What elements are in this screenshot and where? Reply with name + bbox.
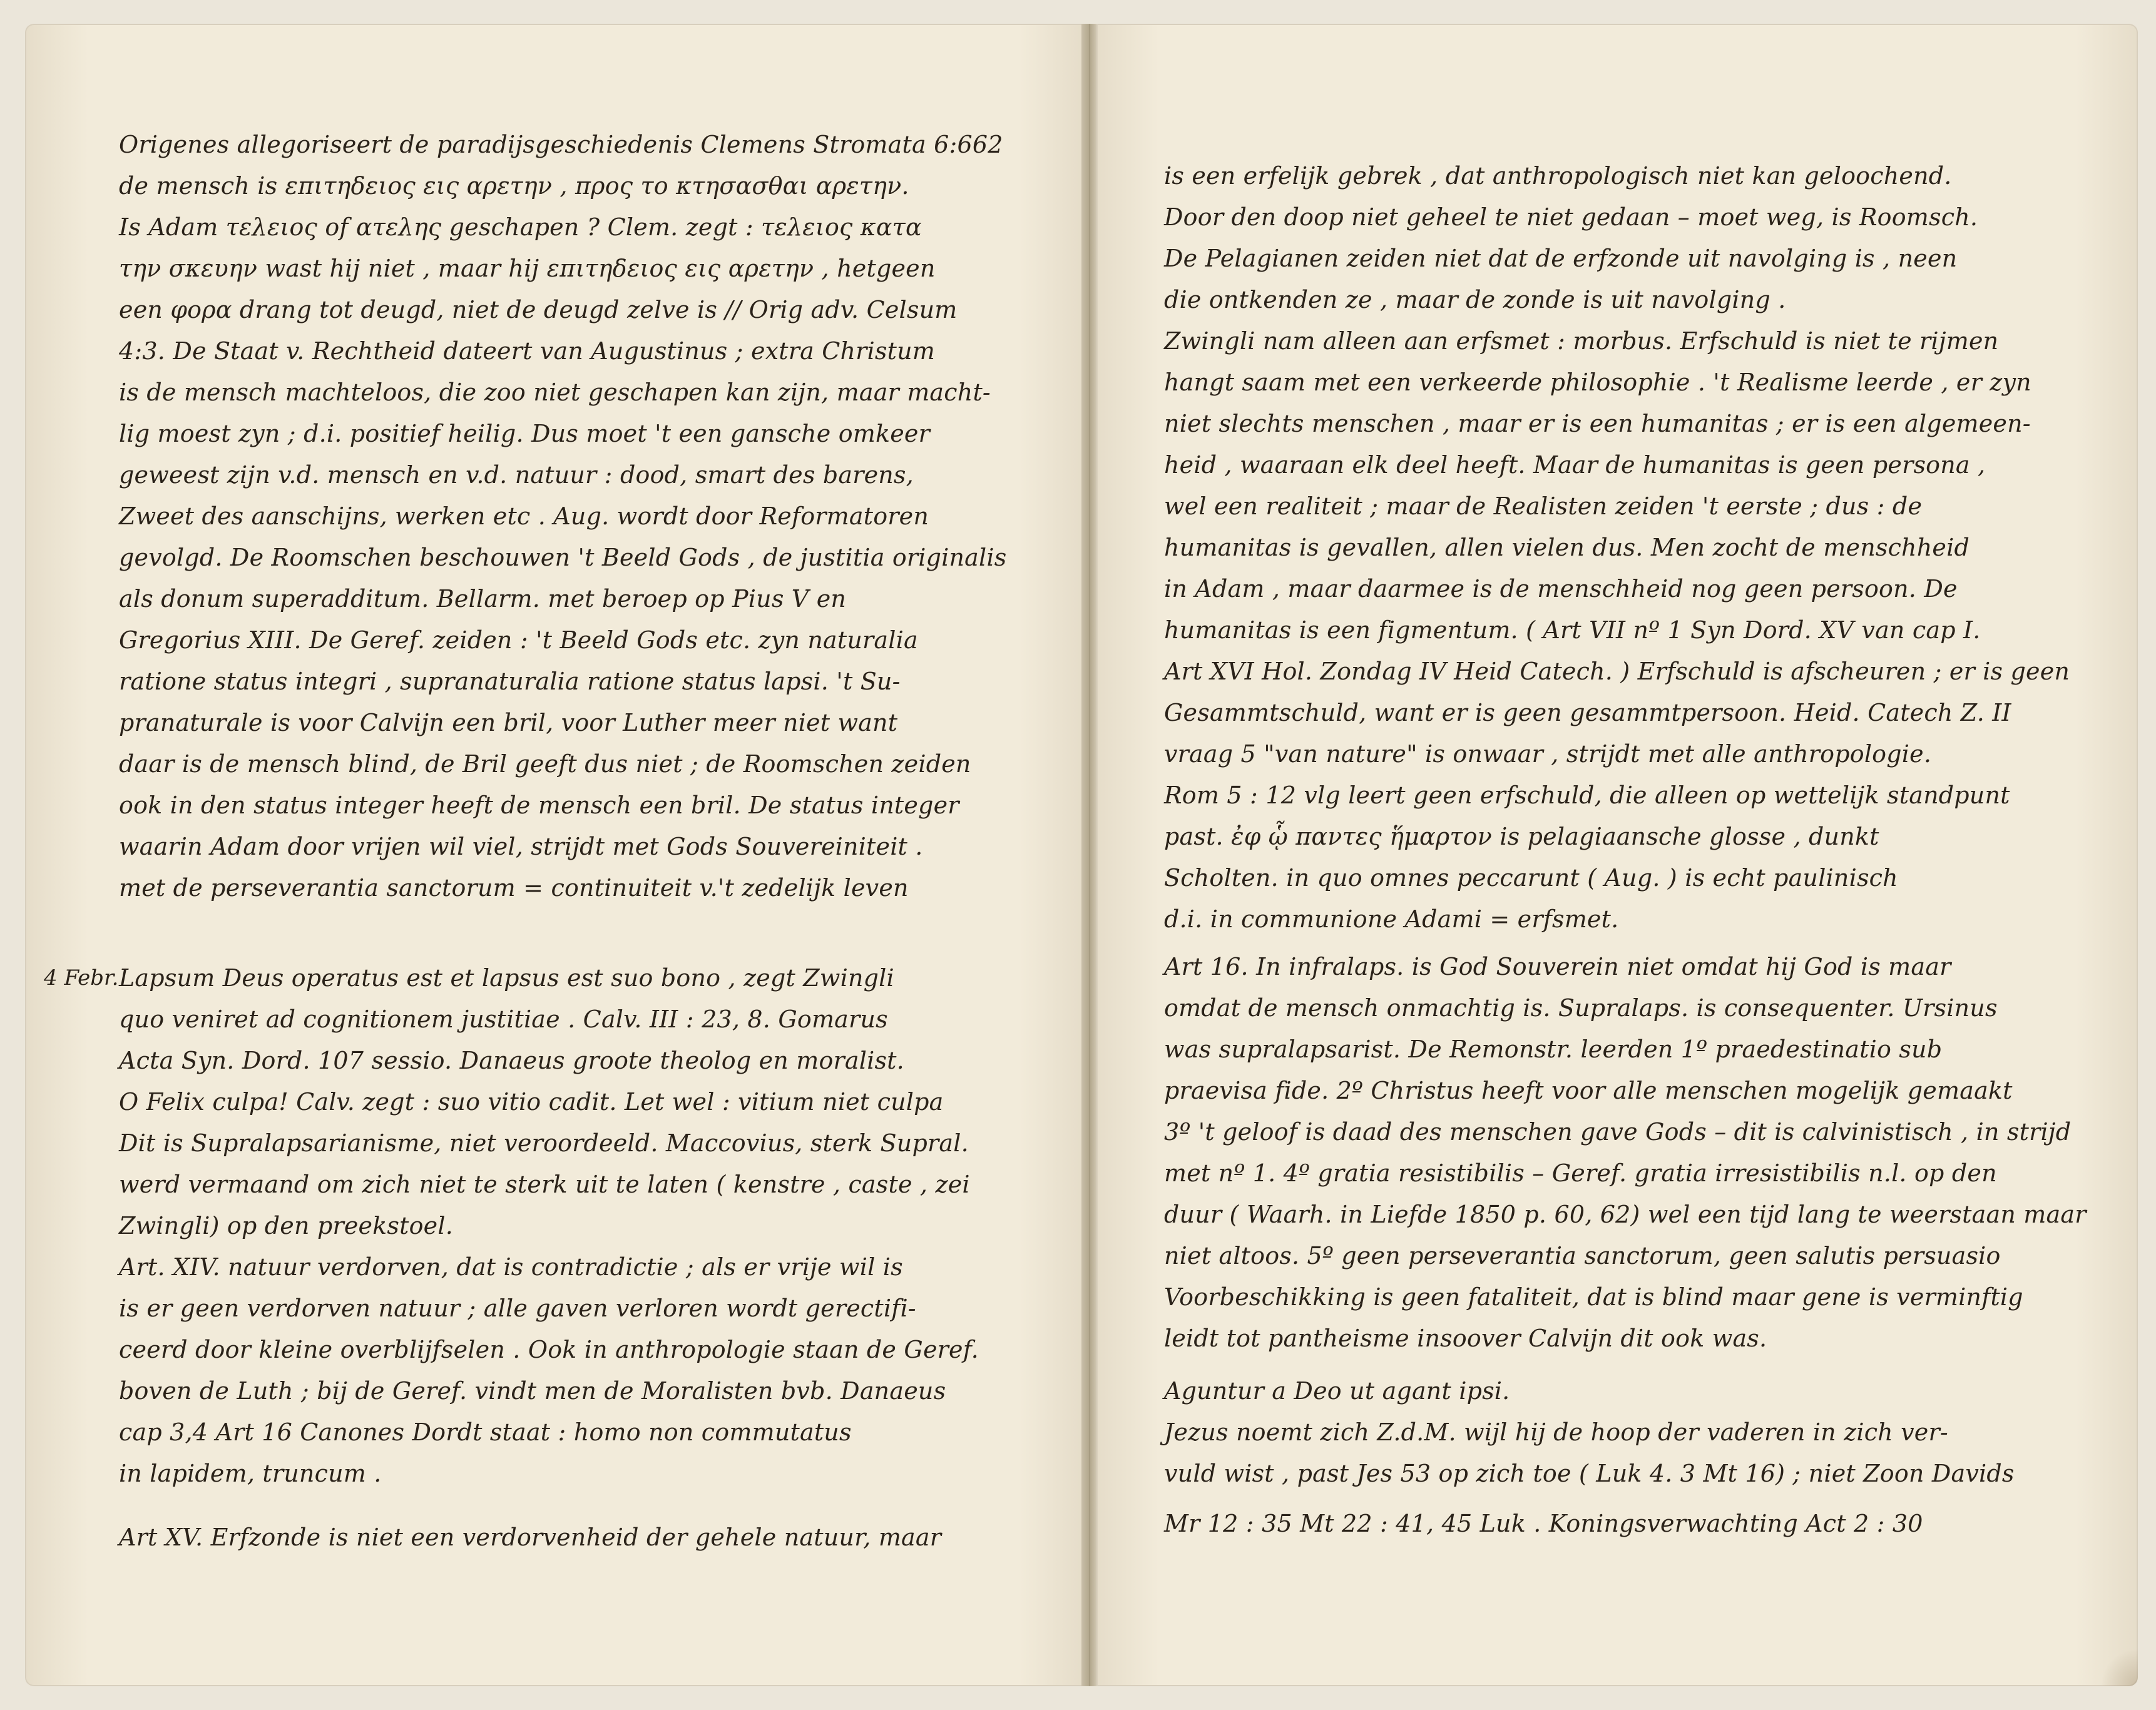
manuscript-line: Door den doop niet geheel te niet gedaan – moet weg, is Roomsch.	[1164, 203, 1978, 231]
manuscript-line: gevolgd. De Roomschen beschouwen 't Beeld Gods , de justitia originalis	[119, 544, 1007, 571]
manuscript-line: de mensch is επιτηδειος εις αρετην , προς το κτησασθαι αρετην.	[119, 172, 909, 200]
manuscript-line: Art 16. In infralaps. is God Souverein niet omdat hij God is maar	[1164, 953, 1951, 980]
manuscript-line: is er geen verdorven natuur ; alle gaven verloren wordt gerectifi-	[119, 1295, 916, 1322]
manuscript-line: Voorbeschikking is geen fataliteit, dat is blind maar gene is verminftig	[1164, 1283, 2023, 1311]
manuscript-line: De Pelagianen zeiden niet dat de erfzonde uit navolging is , neen	[1164, 245, 1958, 272]
manuscript-line: Mr 12 : 35 Mt 22 : 41, 45 Luk . Koningsverwachting Act 2 : 30	[1164, 1510, 1923, 1537]
manuscript-line: Acta Syn. Dord. 107 sessio. Danaeus groote theolog en moralist.	[119, 1047, 904, 1074]
manuscript-line: die ontkenden ze , maar de zonde is uit navolging .	[1164, 286, 1786, 313]
manuscript-line: in Adam , maar daarmee is de menschheid nog geen persoon. De	[1164, 575, 1958, 603]
manuscript-line: is de mensch machteloos, die zoo niet geschapen kan zijn, maar macht-	[119, 379, 991, 406]
manuscript-line: Aguntur a Deo ut agant ipsi.	[1164, 1377, 1510, 1405]
manuscript-line: Art XVI Hol. Zondag IV Heid Catech. ) Erfschuld is afscheuren ; er is geen	[1164, 658, 2070, 685]
manuscript-line: την σκευην wast hij niet , maar hij επιτηδειος εις αρετην , hetgeen	[119, 255, 936, 282]
manuscript-line: Jezus noemt zich Z.d.M. wijl hij de hoop der vaderen in zich ver-	[1164, 1418, 1948, 1446]
manuscript-line: cap 3,4 Art 16 Canones Dordt staat : homo non commutatus	[119, 1418, 852, 1446]
manuscript-line: met de perseverantia sanctorum = continuiteit v.'t zedelijk leven	[119, 874, 909, 902]
manuscript-line: Gesammtschuld, want er is geen gesammtpersoon. Heid. Catech Z. II	[1164, 699, 2011, 726]
manuscript-line: was supralapsarist. De Remonstr. leerden 1º praedestinatio sub	[1164, 1036, 1943, 1063]
manuscript-line: als donum superadditum. Bellarm. met beroep op Pius V en	[119, 585, 847, 613]
manuscript-line: is een erfelijk gebrek , dat anthropologisch niet kan geloochend.	[1164, 162, 1952, 190]
left-page-lines	[25, 24, 1083, 1686]
manuscript-line: een φορα drang tot deugd, niet de deugd zelve is // Orig adv. Celsum	[119, 296, 958, 323]
right-page	[1096, 24, 2138, 1686]
manuscript-line: quo veniret ad cognitionem justitiae . Calv. III : 23, 8. Gomarus	[119, 1005, 888, 1033]
manuscript-line: met nº 1. 4º gratia resistibilis – Geref. gratia irresistibilis n.l. op den	[1164, 1159, 1997, 1187]
manuscript-line: Gregorius XIII. De Geref. zeiden : 't Beeld Gods etc. zyn naturalia	[119, 626, 918, 654]
manuscript-line: Dit is Supralapsarianisme, niet veroordeeld. Maccovius, sterk Supral.	[119, 1129, 969, 1157]
manuscript-line: Lapsum Deus operatus est et lapsus est suo bono , zegt Zwingli	[119, 964, 894, 992]
manuscript-line: Scholten. in quo omnes peccarunt ( Aug. ) is echt paulinisch	[1164, 864, 1898, 892]
manuscript-line: werd vermaand om zich niet te sterk uit te laten ( kenstre , caste , zei	[119, 1171, 970, 1198]
manuscript-line: 4:3. De Staat v. Rechtheid dateert van Augustinus ; extra Christum	[119, 337, 935, 365]
manuscript-line: humanitas is een figmentum. ( Art VII nº 1 Syn Dord. XV van cap I.	[1164, 616, 1981, 644]
manuscript-line: Art XV. Erfzonde is niet een verdorvenheid der gehele natuur, maar	[119, 1524, 942, 1551]
manuscript-line: humanitas is gevallen, allen vielen dus. Men zocht de menschheid	[1164, 534, 1970, 561]
manuscript-line: Art. XIV. natuur verdorven, dat is contradictie ; als er vrije wil is	[119, 1253, 903, 1281]
manuscript-line: pranaturale is voor Calvijn een bril, voor Luther meer niet want	[119, 709, 898, 736]
margin-date-note: 4 Febr.	[44, 965, 119, 990]
manuscript-line: geweest zijn v.d. mensch en v.d. natuur : dood, smart des barens,	[119, 461, 914, 489]
manuscript-line: niet altoos. 5º geen perseverantia sanctorum, geen salutis persuasio	[1164, 1242, 2001, 1270]
manuscript-line: Rom 5 : 12 vlg leert geen erfschuld, die alleen op wettelijk standpunt	[1164, 781, 2010, 809]
manuscript-line: Origenes allegoriseert de paradijsgeschiedenis Clemens Stromata 6:662	[119, 131, 1003, 158]
manuscript-line: hangt saam met een verkeerde philosophie . 't Realisme leerde , er zyn	[1164, 369, 2031, 396]
manuscript-line: ratione status integri , supranaturalia ratione status lapsi. 't Su-	[119, 668, 901, 695]
manuscript-line: waarin Adam door vrijen wil viel, strijdt met Gods Souvereiniteit .	[119, 833, 923, 860]
manuscript-line: duur ( Waarh. in Liefde 1850 p. 60, 62) wel een tijd lang te weerstaan maar	[1164, 1201, 2087, 1228]
manuscript-line: ook in den status integer heeft de mensch een bril. De status integer	[119, 791, 959, 819]
manuscript-line: daar is de mensch blind, de Bril geeft dus niet ; de Roomschen zeiden	[119, 750, 971, 778]
manuscript-line: boven de Luth ; bij de Geref. vindt men de Moralisten bvb. Danaeus	[119, 1377, 946, 1405]
manuscript-line: Zwingli nam alleen aan erfsmet : morbus. Erfschuld is niet te rijmen	[1164, 327, 1999, 355]
manuscript-line: vraag 5 "van nature" is onwaar , strijdt met alle anthropologie.	[1164, 740, 1932, 768]
manuscript-line: Is Adam τελειος of ατελης geschapen ? Clem. zegt : τελειος κατα	[119, 213, 922, 241]
manuscript-line: wel een realiteit ; maar de Realisten zeiden 't eerste ; dus : de	[1164, 492, 1923, 520]
manuscript-line: in lapidem, truncum .	[119, 1460, 382, 1487]
left-page	[25, 24, 1083, 1686]
manuscript-line: d.i. in communione Adami = erfsmet.	[1164, 905, 1619, 933]
manuscript-line: niet slechts menschen , maar er is een humanitas ; er is een algemeen-	[1164, 410, 2031, 437]
manuscript-line: vuld wist , past Jes 53 op zich toe ( Luk 4. 3 Mt 16) ; niet Zoon Davids	[1164, 1460, 2015, 1487]
manuscript-line: O Felix culpa! Calv. zegt : suo vitio cadit. Let wel : vitium niet culpa	[119, 1088, 944, 1116]
manuscript-line: heid , waaraan elk deel heeft. Maar de humanitas is geen persona ,	[1164, 451, 1986, 479]
manuscript-line: 3º 't geloof is daad des menschen gave Gods – dit is calvinistisch , in strijd	[1164, 1118, 2072, 1146]
book-gutter	[1081, 24, 1098, 1686]
right-page-lines	[1096, 24, 2138, 1686]
manuscript-line: Zwingli) op den preekstoel.	[119, 1212, 454, 1239]
manuscript-line: past. ἐφ ᾧ παντες ἥμαρτον is pelagiaansche glosse , dunkt	[1164, 823, 1879, 850]
manuscript-line: ceerd door kleine overblijfselen . Ook in anthropologie staan de Geref.	[119, 1336, 979, 1363]
manuscript-line: lig moest zyn ; d.i. positief heilig. Dus moet 't een gansche omkeer	[119, 420, 930, 447]
manuscript-line: Zweet des aanschijns, werken etc . Aug. wordt door Reformatoren	[119, 502, 929, 530]
manuscript-line: omdat de mensch onmachtig is. Supralaps. is consequenter. Ursinus	[1164, 994, 1998, 1022]
manuscript-line: praevisa fide. 2º Christus heeft voor alle menschen mogelijk gemaakt	[1164, 1077, 2013, 1104]
page-corner-shade	[2100, 1649, 2138, 1686]
manuscript-line: leidt tot pantheisme insoover Calvijn dit ook was.	[1164, 1325, 1767, 1352]
